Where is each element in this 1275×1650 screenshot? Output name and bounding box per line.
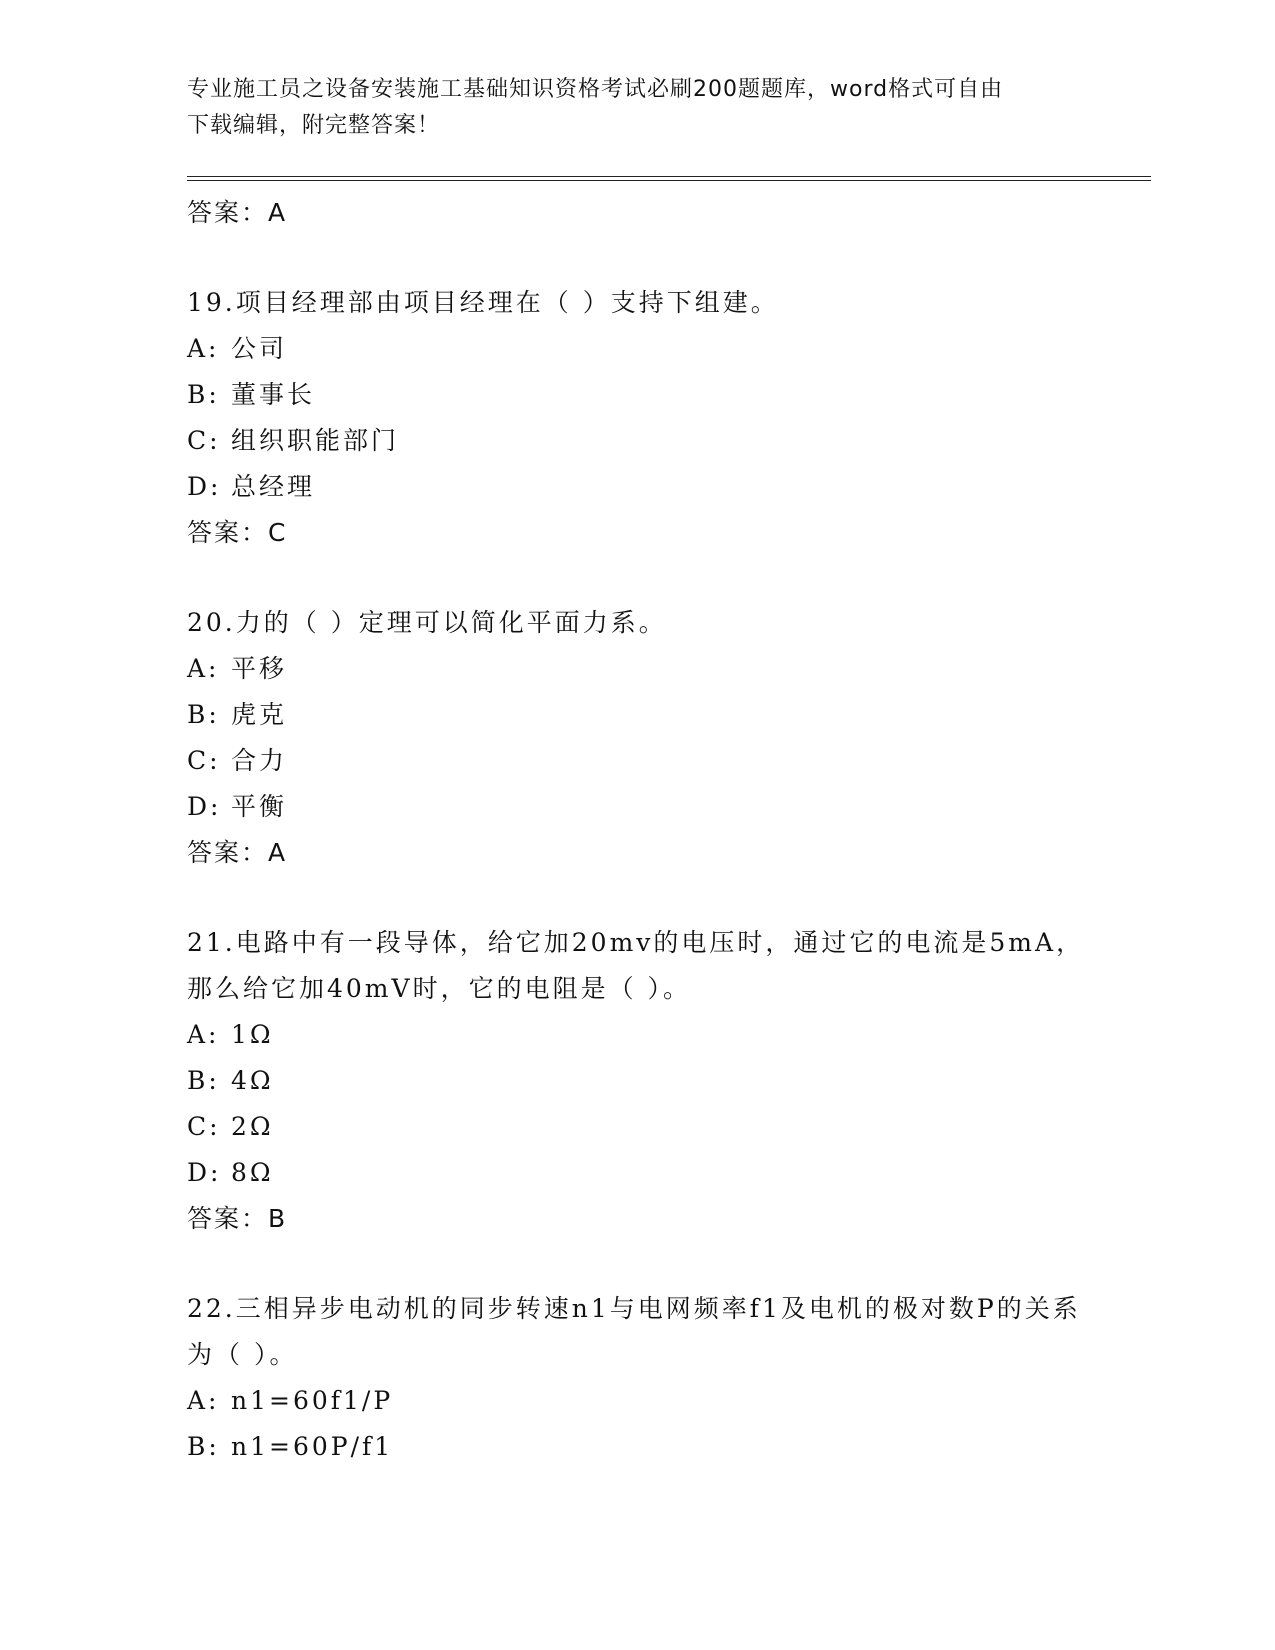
option-letter: C: (187, 746, 221, 775)
question-20 (187, 600, 1087, 876)
previous-answer: 答案：A (187, 198, 288, 227)
option-text: 1Ω (231, 1020, 274, 1049)
option-text: 平衡 (231, 792, 288, 821)
option-text: 组织职能部门 (231, 426, 400, 455)
option-c (187, 1104, 1087, 1150)
option-letter: B: (187, 1432, 220, 1461)
option-c (187, 418, 1087, 464)
option-c (187, 738, 1087, 784)
question-stem: 19.项目经理部由项目经理在（ ）支持下组建。 (187, 288, 779, 317)
option-letter: B: (187, 380, 220, 409)
option-letter: D: (187, 792, 222, 821)
option-text: 公司 (231, 334, 288, 363)
option-text: n1=60P/f1 (231, 1432, 394, 1461)
answer-line: 答案：A (187, 838, 288, 867)
option-d (187, 1150, 1087, 1196)
option-text: 总经理 (231, 472, 316, 501)
option-letter: D: (187, 472, 222, 501)
option-text: n1=60f1/P (231, 1386, 394, 1415)
option-letter: A: (187, 1020, 220, 1049)
option-d (187, 464, 1087, 510)
option-text: 平移 (231, 654, 288, 683)
option-letter: A: (187, 334, 220, 363)
option-text: 合力 (231, 746, 288, 775)
option-text: 虎克 (231, 700, 288, 729)
header-double-rule (187, 176, 1151, 181)
document-body (187, 190, 1087, 1470)
question-21 (187, 920, 1087, 1242)
option-b (187, 1058, 1087, 1104)
option-a (187, 326, 1087, 372)
option-b (187, 1424, 1087, 1470)
option-letter: A: (187, 654, 220, 683)
option-text: 2Ω (231, 1112, 274, 1141)
option-a (187, 646, 1087, 692)
option-letter: D: (187, 1158, 222, 1187)
option-letter: A: (187, 1386, 220, 1415)
header-line-2: 下载编辑，附完整答案！ (187, 113, 441, 138)
option-b (187, 372, 1087, 418)
question-stem: 21.电路中有一段导体，给它加20mv的电压时，通过它的电流是5mA，那么给它加40mV时，它的电阻是（ ）。 (187, 928, 1085, 1003)
question-22 (187, 1286, 1087, 1470)
option-letter: B: (187, 700, 220, 729)
option-b (187, 692, 1087, 738)
option-text: 8Ω (231, 1158, 274, 1187)
page-header (187, 72, 1087, 144)
option-text: 4Ω (231, 1066, 274, 1095)
option-a (187, 1012, 1087, 1058)
option-d (187, 784, 1087, 830)
option-letter: C: (187, 1112, 221, 1141)
header-line-1: 专业施工员之设备安装施工基础知识资格考试必刷200题题库，word格式可自由 (187, 77, 1004, 102)
option-text: 董事长 (231, 380, 316, 409)
answer-line: 答案：B (187, 1204, 288, 1233)
question-stem: 20.力的（ ）定理可以简化平面力系。 (187, 608, 667, 637)
option-letter: B: (187, 1066, 220, 1095)
option-letter: C: (187, 426, 221, 455)
question-stem: 22.三相异步电动机的同步转速n1与电网频率f1及电机的极对数P的关系为（ ）。 (187, 1294, 1081, 1369)
option-a (187, 1378, 1087, 1424)
question-19 (187, 280, 1087, 556)
answer-line: 答案：C (187, 518, 288, 547)
